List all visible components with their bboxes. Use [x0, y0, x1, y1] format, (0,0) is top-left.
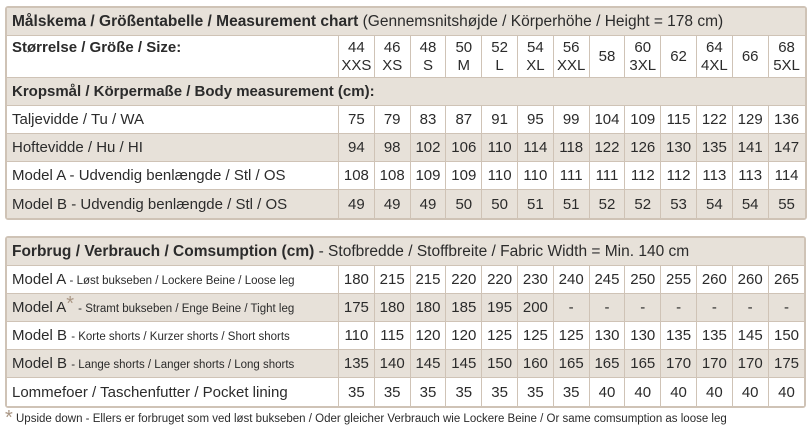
- value-cell: -: [769, 294, 805, 322]
- size-cell: [661, 36, 697, 78]
- table-row: [7, 106, 805, 134]
- value-cell: 54: [697, 190, 733, 218]
- value-cell: 125: [482, 322, 518, 350]
- value-cell: 109: [446, 162, 482, 190]
- value-cell: 110: [482, 162, 518, 190]
- value-cell: 87: [446, 106, 482, 134]
- value-cell: 35: [518, 378, 554, 406]
- size-cell: [339, 36, 375, 78]
- consumption-table: [5, 236, 806, 408]
- value-cell: 40: [769, 378, 805, 406]
- size-cell: [518, 36, 554, 78]
- value-cell: 104: [590, 106, 626, 134]
- value-cell: 40: [590, 378, 626, 406]
- row-label: Model B - Udvendig benlængde / Stl / OS: [7, 190, 339, 218]
- table-row: [7, 134, 805, 162]
- value-cell: 102: [411, 134, 447, 162]
- value-cell: 220: [446, 266, 482, 294]
- value-cell: 141: [733, 134, 769, 162]
- value-cell: 40: [625, 378, 661, 406]
- value-cell: 125: [554, 322, 590, 350]
- size-cell: [625, 36, 661, 78]
- row-label-main: Model B: [12, 327, 68, 344]
- value-cell: 49: [375, 190, 411, 218]
- value-cell: 51: [554, 190, 590, 218]
- size-number: 66: [741, 47, 759, 65]
- value-cell: 126: [625, 134, 661, 162]
- table-row: [7, 378, 804, 406]
- value-cell: 35: [411, 378, 447, 406]
- value-cell: 170: [697, 350, 733, 378]
- value-cell: -: [697, 294, 733, 322]
- body-measurement-section-row: [7, 78, 805, 106]
- value-cell: 91: [482, 106, 518, 134]
- row-label: [7, 266, 339, 294]
- value-cell: 50: [446, 190, 482, 218]
- value-cell: 35: [482, 378, 518, 406]
- value-cell: 83: [411, 106, 447, 134]
- row-label: [7, 350, 339, 378]
- value-cell: 120: [446, 322, 482, 350]
- footnote-star-icon: *: [5, 407, 13, 429]
- value-cell: 55: [769, 190, 805, 218]
- value-cell: 175: [339, 294, 375, 322]
- value-cell: 245: [590, 266, 626, 294]
- value-cell: 180: [411, 294, 447, 322]
- value-cell: 145: [446, 350, 482, 378]
- value-cell: 52: [625, 190, 661, 218]
- value-cell: 110: [482, 134, 518, 162]
- size-letter: S: [422, 56, 433, 74]
- row-label: Model A - Udvendig benlængde / Stl / OS: [7, 162, 339, 190]
- value-cell: 35: [339, 378, 375, 406]
- size-number: 68: [778, 38, 795, 56]
- table-row: [7, 294, 804, 322]
- value-cell: 106: [446, 134, 482, 162]
- size-number: 58: [598, 47, 616, 65]
- footnote: [5, 407, 727, 429]
- value-cell: 54: [733, 190, 769, 218]
- value-cell: 147: [769, 134, 805, 162]
- row-label-main: Model B: [12, 355, 68, 372]
- value-cell: 120: [411, 322, 447, 350]
- value-cell: 114: [769, 162, 805, 190]
- size-cell: [554, 36, 590, 78]
- value-cell: 79: [375, 106, 411, 134]
- table2-title: Forbrug / Verbrauch / Comsumption (cm): [12, 242, 315, 260]
- size-letter: M: [457, 56, 471, 74]
- body-measurement-section-title: Kropsmål / Körpermaße / Body measurement (cm):: [7, 78, 805, 106]
- value-cell: 255: [661, 266, 697, 294]
- value-cell: 40: [697, 378, 733, 406]
- size-cell: [769, 36, 805, 78]
- value-cell: 40: [661, 378, 697, 406]
- size-letter: L: [495, 56, 504, 74]
- footnote-text: Upside down - Ellers er forbruget som ved løst bukseben / Oder gleicher Verbrauch wie Lockere Beine / Or same comsumption as loose leg: [16, 413, 727, 425]
- row-label-main: Lommefoer / Taschenfutter / Pocket lining: [12, 383, 288, 401]
- value-cell: 95: [518, 106, 554, 134]
- size-cell: [411, 36, 447, 78]
- value-cell: 150: [769, 322, 805, 350]
- size-number: 60: [634, 38, 652, 56]
- value-cell: 49: [339, 190, 375, 218]
- size-number: 48: [419, 38, 437, 56]
- row-label-sub: - Løst bukseben / Lockere Beine / Loose leg: [69, 275, 295, 287]
- value-cell: 125: [518, 322, 554, 350]
- value-cell: 200: [518, 294, 554, 322]
- size-header: Størrelse / Größe / Size:: [7, 36, 339, 78]
- size-number: 52: [491, 38, 508, 56]
- table1-title-note: (Gennemsnitshøjde / Körperhöhe / Height = 178 cm): [362, 12, 724, 30]
- table-row: [7, 350, 804, 378]
- row-label: [7, 322, 339, 350]
- value-cell: -: [590, 294, 626, 322]
- value-cell: 110: [518, 162, 554, 190]
- value-cell: 108: [339, 162, 375, 190]
- value-cell: 165: [625, 350, 661, 378]
- value-cell: 35: [554, 378, 590, 406]
- value-cell: 195: [482, 294, 518, 322]
- value-cell: -: [554, 294, 590, 322]
- value-cell: 145: [733, 322, 769, 350]
- value-cell: 109: [625, 106, 661, 134]
- size-letter: XXS: [341, 56, 372, 74]
- value-cell: 135: [661, 322, 697, 350]
- table-row: [7, 266, 804, 294]
- size-letter: 4XL: [701, 56, 728, 74]
- size-letter: XS: [382, 56, 403, 74]
- table1-title: Målskema / Größentabelle / Measurement chart: [12, 12, 359, 30]
- value-cell: 35: [375, 378, 411, 406]
- size-letter: XXL: [557, 56, 586, 74]
- value-cell: 165: [590, 350, 626, 378]
- value-cell: 35: [446, 378, 482, 406]
- value-cell: 114: [518, 134, 554, 162]
- value-cell: 230: [518, 266, 554, 294]
- row-label: [7, 294, 339, 322]
- value-cell: 129: [733, 106, 769, 134]
- row-label-sub: - Lange shorts / Langer shorts / Long shorts: [71, 359, 295, 371]
- value-cell: 135: [697, 134, 733, 162]
- size-cell: [482, 36, 518, 78]
- value-cell: 115: [375, 322, 411, 350]
- value-cell: 94: [339, 134, 375, 162]
- size-number: 54: [527, 38, 544, 56]
- table2-title-note: - Stofbredde / Stoffbreite / Fabric Width = Min. 140 cm: [318, 242, 690, 260]
- table-row: [7, 162, 805, 190]
- value-cell: 265: [769, 266, 805, 294]
- value-cell: 111: [554, 162, 590, 190]
- row-label: Hoftevidde / Hu / HI: [7, 134, 339, 162]
- size-cell: [590, 36, 626, 78]
- value-cell: 175: [769, 350, 805, 378]
- size-number: 56: [562, 38, 580, 56]
- size-cell: [446, 36, 482, 78]
- value-cell: 110: [339, 322, 375, 350]
- size-letter: 5XL: [773, 56, 800, 74]
- size-letter: XL: [526, 56, 545, 74]
- value-cell: 113: [697, 162, 733, 190]
- value-cell: 50: [482, 190, 518, 218]
- value-cell: 250: [625, 266, 661, 294]
- value-cell: 185: [446, 294, 482, 322]
- row-label: Taljevidde / Tu / WA: [7, 106, 339, 134]
- size-cell: [697, 36, 733, 78]
- value-cell: 130: [590, 322, 626, 350]
- value-cell: -: [625, 294, 661, 322]
- value-cell: 260: [697, 266, 733, 294]
- value-cell: 165: [554, 350, 590, 378]
- table1-title-cell: [7, 8, 805, 36]
- value-cell: 135: [339, 350, 375, 378]
- value-cell: 130: [625, 322, 661, 350]
- value-cell: 118: [554, 134, 590, 162]
- value-cell: 52: [590, 190, 626, 218]
- value-cell: 112: [625, 162, 661, 190]
- table1-title-row: [7, 8, 805, 36]
- value-cell: 215: [411, 266, 447, 294]
- value-cell: -: [661, 294, 697, 322]
- value-cell: 49: [411, 190, 447, 218]
- value-cell: 75: [339, 106, 375, 134]
- value-cell: 260: [733, 266, 769, 294]
- value-cell: 170: [733, 350, 769, 378]
- size-number: 44: [348, 38, 365, 56]
- value-cell: 115: [661, 106, 697, 134]
- value-cell: 122: [590, 134, 626, 162]
- size-row: [7, 36, 805, 78]
- value-cell: 215: [375, 266, 411, 294]
- asterisk-icon: *: [66, 294, 74, 315]
- value-cell: 113: [733, 162, 769, 190]
- table-row: [7, 322, 804, 350]
- value-cell: 220: [482, 266, 518, 294]
- value-cell: 98: [375, 134, 411, 162]
- size-number: 46: [383, 38, 401, 56]
- value-cell: 180: [375, 294, 411, 322]
- table2-title-row: [7, 238, 804, 266]
- value-cell: 140: [375, 350, 411, 378]
- value-cell: 109: [411, 162, 447, 190]
- value-cell: 135: [697, 322, 733, 350]
- table2-title-cell: [7, 238, 804, 266]
- value-cell: 150: [482, 350, 518, 378]
- value-cell: 51: [518, 190, 554, 218]
- row-label-sub: - Stramt bukseben / Enge Beine / Tight leg: [78, 303, 295, 315]
- size-cell: [733, 36, 769, 78]
- value-cell: 160: [518, 350, 554, 378]
- value-cell: 130: [661, 134, 697, 162]
- value-cell: 112: [661, 162, 697, 190]
- value-cell: 136: [769, 106, 805, 134]
- size-number: 62: [670, 47, 687, 65]
- value-cell: 108: [375, 162, 411, 190]
- value-cell: 40: [733, 378, 769, 406]
- measurement-chart-table: [5, 6, 807, 220]
- size-cell: [375, 36, 411, 78]
- row-label-sub: - Korte shorts / Kurzer shorts / Short shorts: [71, 331, 290, 343]
- table-row: [7, 190, 805, 218]
- size-number: 64: [706, 38, 723, 56]
- value-cell: 53: [661, 190, 697, 218]
- row-label: [7, 378, 339, 406]
- value-cell: 111: [590, 162, 626, 190]
- value-cell: 180: [339, 266, 375, 294]
- value-cell: 99: [554, 106, 590, 134]
- value-cell: 240: [554, 266, 590, 294]
- row-label-main: Model A: [12, 271, 66, 288]
- size-letter: 3XL: [629, 56, 657, 74]
- value-cell: -: [733, 294, 769, 322]
- row-label-main: Model A: [12, 299, 67, 316]
- value-cell: 122: [697, 106, 733, 134]
- value-cell: 170: [661, 350, 697, 378]
- value-cell: 145: [411, 350, 447, 378]
- size-number: 50: [455, 38, 473, 56]
